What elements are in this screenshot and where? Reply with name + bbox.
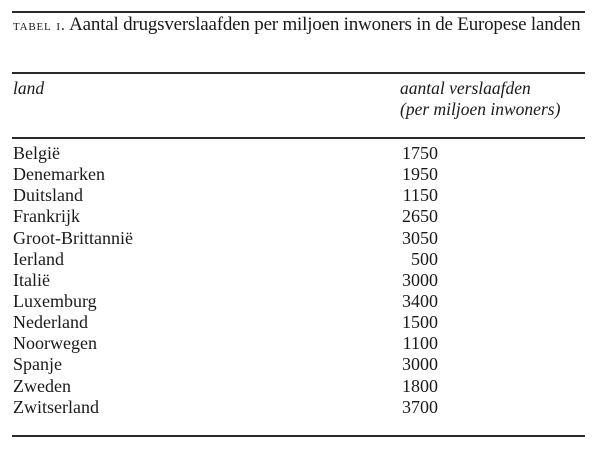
value-cell: 1150 (402, 185, 438, 206)
table-row (13, 185, 443, 206)
value-cell: 3000 (402, 269, 438, 290)
value-cell: 500 (411, 248, 438, 269)
value-cell: 3050 (402, 227, 438, 248)
header-top-rule (12, 72, 585, 74)
table-row (13, 270, 443, 291)
header-bottom-rule (12, 137, 585, 139)
country-cell: Nederland (13, 312, 88, 333)
country-cell: Noorwegen (13, 333, 97, 354)
value-cell: 3700 (402, 396, 438, 417)
table-title: Aantal drugsverslaafden per miljoen inwoners in de Europese landen (69, 14, 581, 35)
bottom-rule (12, 435, 585, 437)
value-cell: 1800 (402, 375, 438, 396)
column-header-aantal-line1: aantal verslaafden (400, 78, 531, 98)
country-cell: Luxemburg (13, 290, 97, 311)
country-cell: Groot-Brittannië (13, 227, 133, 248)
table-caption (13, 15, 588, 36)
table-row (13, 397, 443, 418)
table-row (13, 143, 443, 164)
table-row (13, 228, 443, 249)
country-cell: Zwitserland (13, 396, 99, 417)
country-cell: Spanje (13, 354, 62, 375)
country-cell: België (13, 143, 60, 163)
country-cell: Frankrijk (13, 206, 80, 227)
table-row (13, 333, 443, 354)
table-row (13, 206, 443, 227)
value-cell: 1500 (402, 312, 438, 333)
country-cell: Italië (13, 269, 50, 290)
country-cell: Zweden (13, 375, 71, 396)
table-label: tabel i. (13, 17, 66, 34)
value-cell: 2650 (402, 206, 438, 227)
country-cell: Ierland (13, 248, 64, 269)
value-cell: 1750 (402, 143, 438, 163)
top-rule (12, 11, 585, 13)
table-row (13, 291, 443, 312)
table-row (13, 376, 443, 397)
table-row (13, 354, 443, 375)
value-cell: 1100 (402, 333, 438, 354)
value-cell: 3400 (402, 290, 438, 311)
table-row (13, 312, 443, 333)
country-cell: Duitsland (13, 185, 83, 206)
table-body (13, 143, 443, 418)
table-row (13, 249, 443, 270)
column-header-aantal-line2: (per miljoen inwoners) (400, 99, 561, 119)
value-cell: 1950 (402, 164, 438, 185)
column-header-land: land (13, 78, 45, 98)
column-header-aantal (400, 78, 560, 120)
country-cell: Denemarken (13, 164, 105, 185)
value-cell: 3000 (402, 354, 438, 375)
table-row (13, 164, 443, 185)
